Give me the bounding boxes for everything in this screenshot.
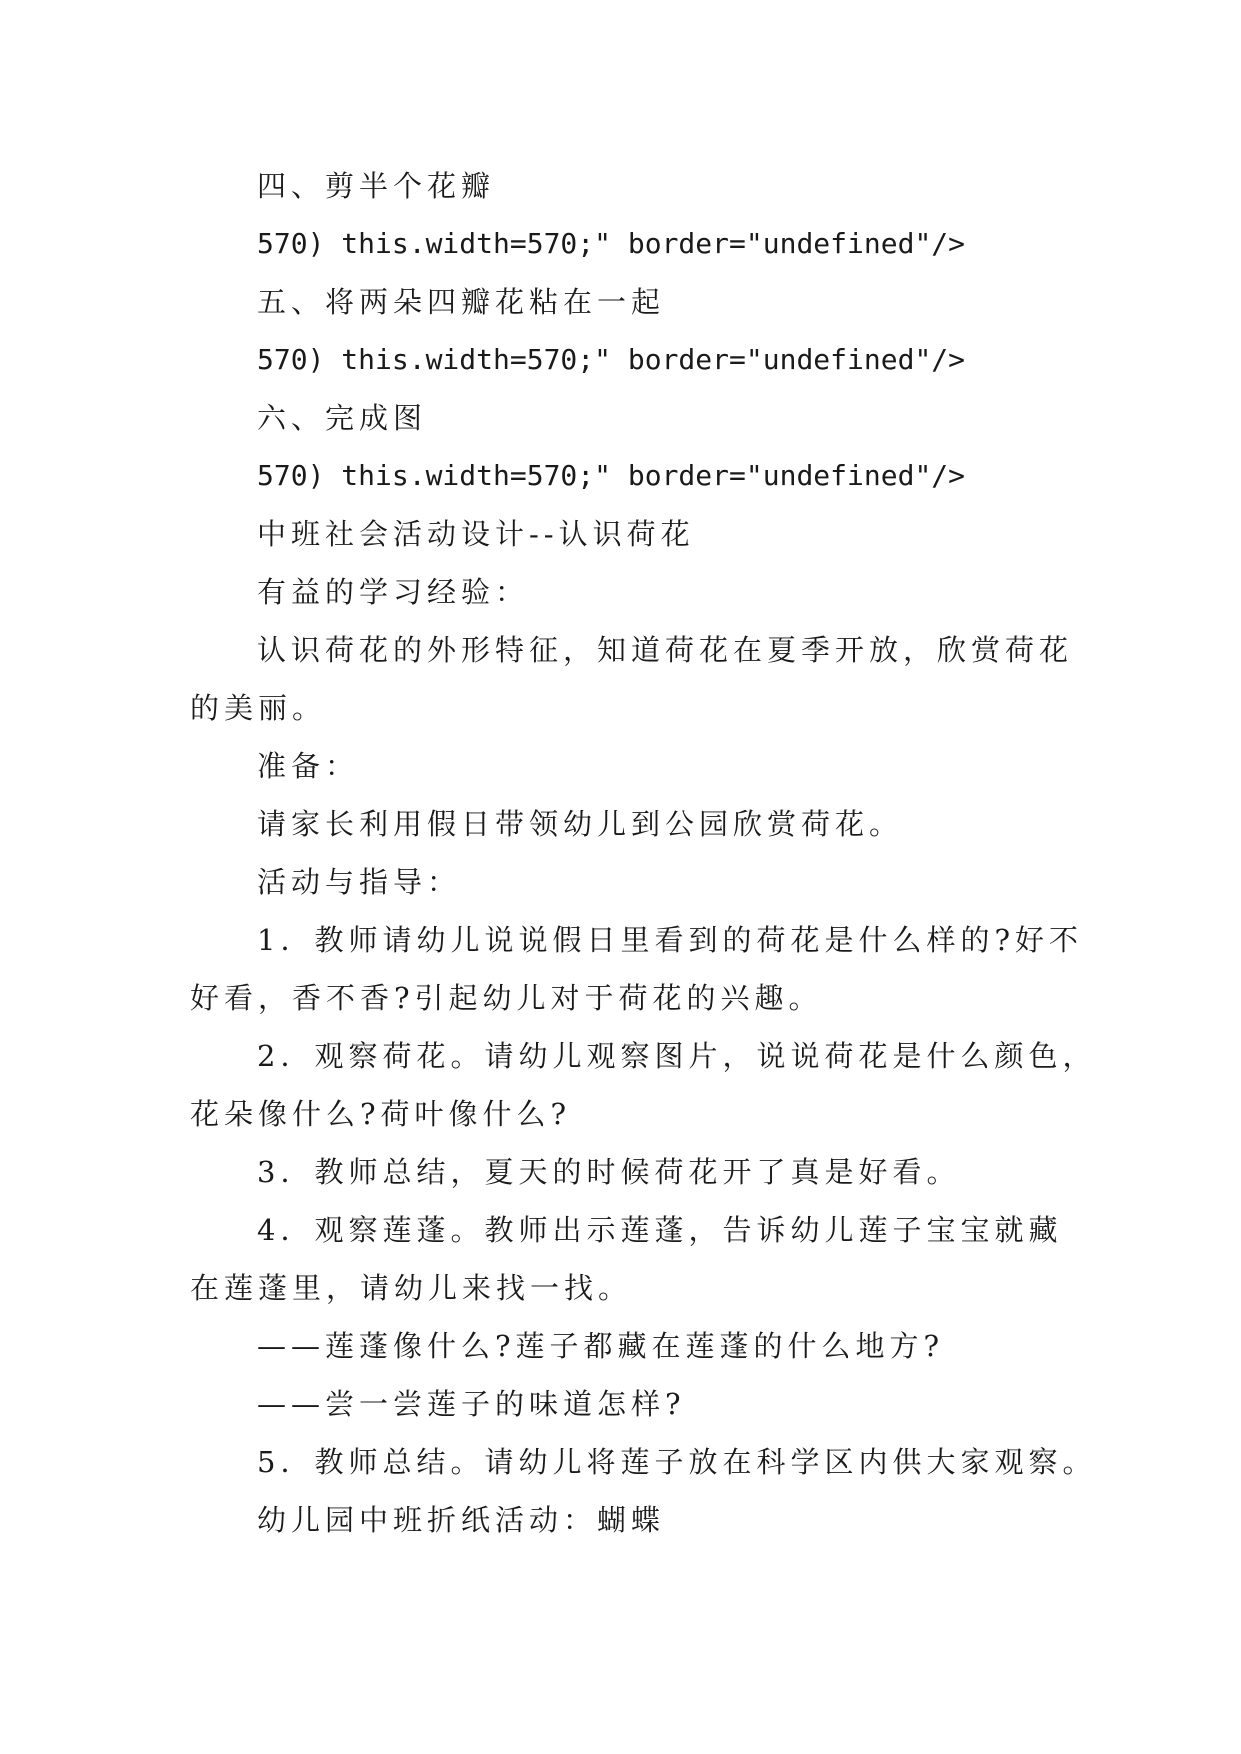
paragraph-line: 5．教师总结。请幼儿将莲子放在科学区内供大家观察。 [257,1445,1097,1479]
paragraph-line: ——莲蓬像什么?莲子都藏在莲蓬的什么地方? [257,1329,945,1363]
paragraph-line: 的美丽。 [190,691,327,725]
section-title-butterfly: 幼儿园中班折纸活动：蝴蝶 [257,1503,666,1537]
step-heading-6: 六、完成图 [257,401,428,435]
paragraph-line: 4．观察莲蓬。教师出示莲蓬，告诉幼儿莲子宝宝就藏 [257,1213,1063,1247]
paragraph-line: ——尝一尝莲子的味道怎样? [257,1387,686,1421]
image-placeholder-text: 570) this.width=570;" border="undefined"/> [257,343,966,376]
paragraph-line: 在莲蓬里，请幼儿来找一找。 [190,1271,633,1305]
paragraph-line: 有益的学习经验： [257,575,530,609]
paragraph-line: 好看，香不香?引起幼儿对于荷花的兴趣。 [190,981,823,1015]
paragraph-line: 1．教师请幼儿说说假日里看到的荷花是什么样的?好不 [257,923,1083,957]
section-title-lotus: 中班社会活动设计--认识荷花 [257,517,695,551]
image-placeholder-text: 570) this.width=570;" border="undefined"/> [257,459,966,492]
paragraph-line: 准备： [257,749,360,783]
step-heading-5: 五、将两朵四瓣花粘在一起 [257,285,666,319]
paragraph-line: 请家长利用假日带领幼儿到公园欣赏荷花。 [257,807,904,841]
paragraph-line: 2．观察荷花。请幼儿观察图片，说说荷花是什么颜色， [257,1039,1097,1073]
paragraph-line: 花朵像什么?荷叶像什么? [190,1097,572,1131]
paragraph-line: 3．教师总结，夏天的时候荷花开了真是好看。 [257,1155,961,1189]
step-heading-4: 四、剪半个花瓣 [257,169,496,203]
paragraph-line: 活动与指导： [257,865,462,899]
paragraph-line: 认识荷花的外形特征，知道荷花在夏季开放，欣赏荷花 [257,633,1074,667]
image-placeholder-text: 570) this.width=570;" border="undefined"/> [257,227,966,260]
